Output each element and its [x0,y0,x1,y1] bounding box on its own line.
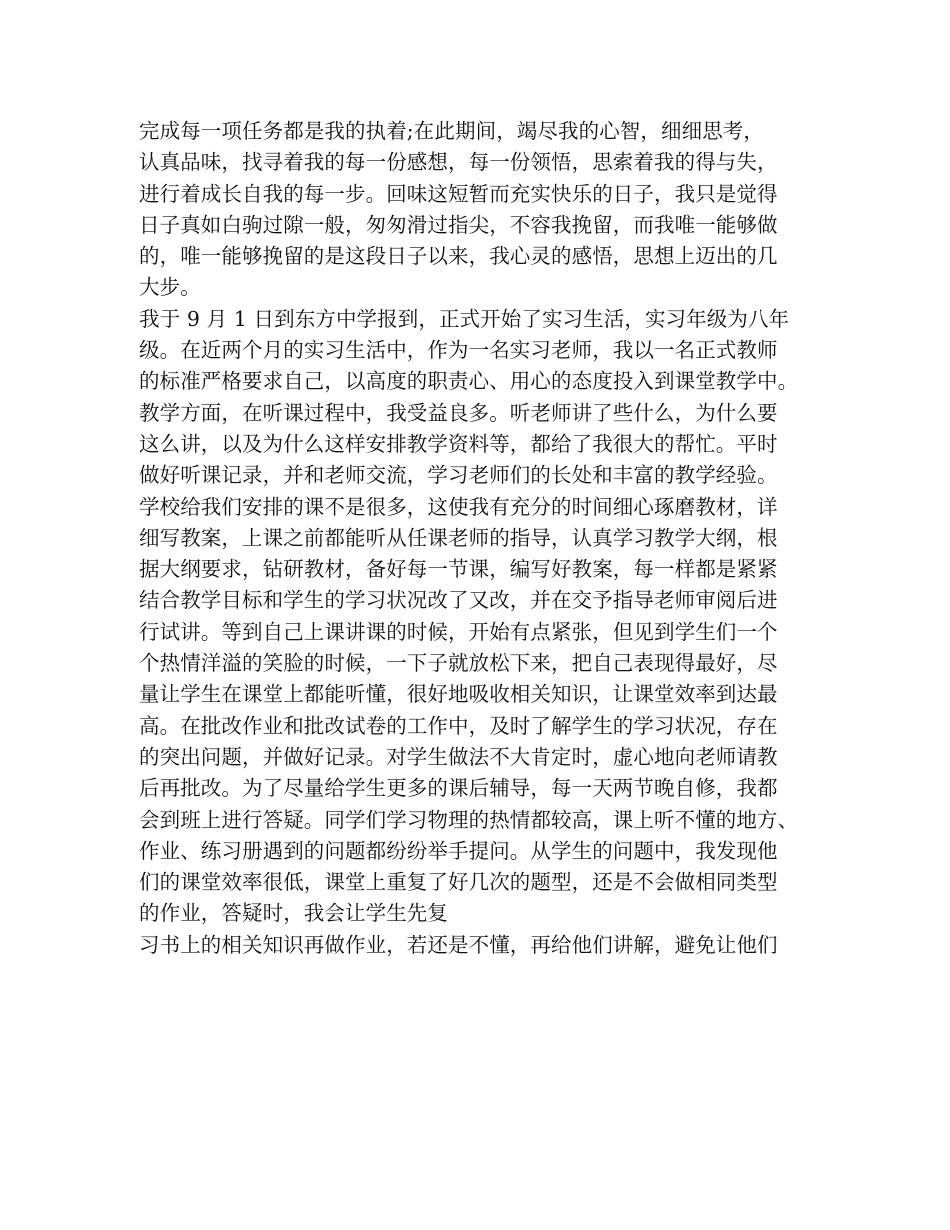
text-line: 后再批改。为了尽量给学生更多的课后辅导，每一天两节晚自修，我都 [139,776,778,801]
text-line: 教学方面，在听课过程中，我受益良多。听老师讲了些什么，为什么要 [139,400,778,425]
text-line: 据大纲要求，钻研教材，备好每一节课，编写好教案，每一样都是紧紧 [139,557,778,582]
text-line: 我于 9 月 1 日到东方中学报到，正式开始了实习生活，实习年级为八年 [139,306,790,331]
body-text [139,116,839,961]
text-line: 高。在批改作业和批改试卷的工作中，及时了解学生的学习状况，存在 [139,713,778,738]
text-line: 做好听课记录，并和老师交流，学习老师们的长处和丰富的教学经验。 [139,463,778,488]
text-line: 行试讲。等到自己上课讲课的时候，开始有点紧张，但见到学生们一个 [139,619,778,644]
text-line: 大步。 [139,275,201,300]
text-line: 进行着成长自我的每一步。回味这短暂而充实快乐的日子，我只是觉得 [139,181,778,206]
text-line: 会到班上进行答疑。同学们学习物理的热情都较高，课上听不懂的地方、 [139,807,799,832]
text-line: 结合教学目标和学生的学习状况改了又改，并在交予指导老师审阅后进 [139,588,778,613]
text-line: 完成每一项任务都是我的执着;在此期间，竭尽我的心智，细细思考， [139,119,765,143]
text-line: 日子真如白驹过隙一般，匆匆滑过指尖，不容我挽留，而我唯一能够做 [139,212,778,237]
text-line: 的突出问题，并做好记录。对学生做法不大肯定时，虚心地向老师请教 [139,744,778,769]
text-line: 量让学生在课堂上都能听懂，很好地吸收相关知识，让课堂效率到达最 [139,682,778,707]
text-line: 细写教案，上课之前都能听从任课老师的指导，认真学习教学大纲，根 [139,525,778,550]
text-line: 的，唯一能够挽留的是这段日子以来，我心灵的感悟，思想上迈出的几 [139,244,778,269]
text-line: 的作业，答疑时，我会让学生先复 [139,901,448,926]
text-line: 学校给我们安排的课不是很多，这使我有充分的时间细心琢磨教材，详 [139,494,778,519]
text-line: 的标准严格要求自己，以高度的职责心、用心的态度投入到课堂教学中。 [139,369,799,394]
text-line: 们的课堂效率很低，课堂上重复了好几次的题型，还是不会做相同类型 [139,870,778,895]
text-line: 这么讲，以及为什么这样安排教学资料等，都给了我很大的帮忙。平时 [139,431,778,456]
text-line: 个热情洋溢的笑脸的时候，一下子就放松下来，把自己表现得最好，尽 [139,651,778,676]
text-line: 级。在近两个月的实习生活中，作为一名实习老师，我以一名正式教师 [139,338,778,363]
text-line: 作业、练习册遇到的问题都纷纷举手提问。从学生的问题中，我发现他 [139,838,778,863]
text-line: 认真品味，找寻着我的每一份感想，每一份领悟，思索着我的得与失， [139,150,778,175]
text-line: 习书上的相关知识再做作业，若还是不懂，再给他们讲解，避免让他们 [139,932,778,957]
